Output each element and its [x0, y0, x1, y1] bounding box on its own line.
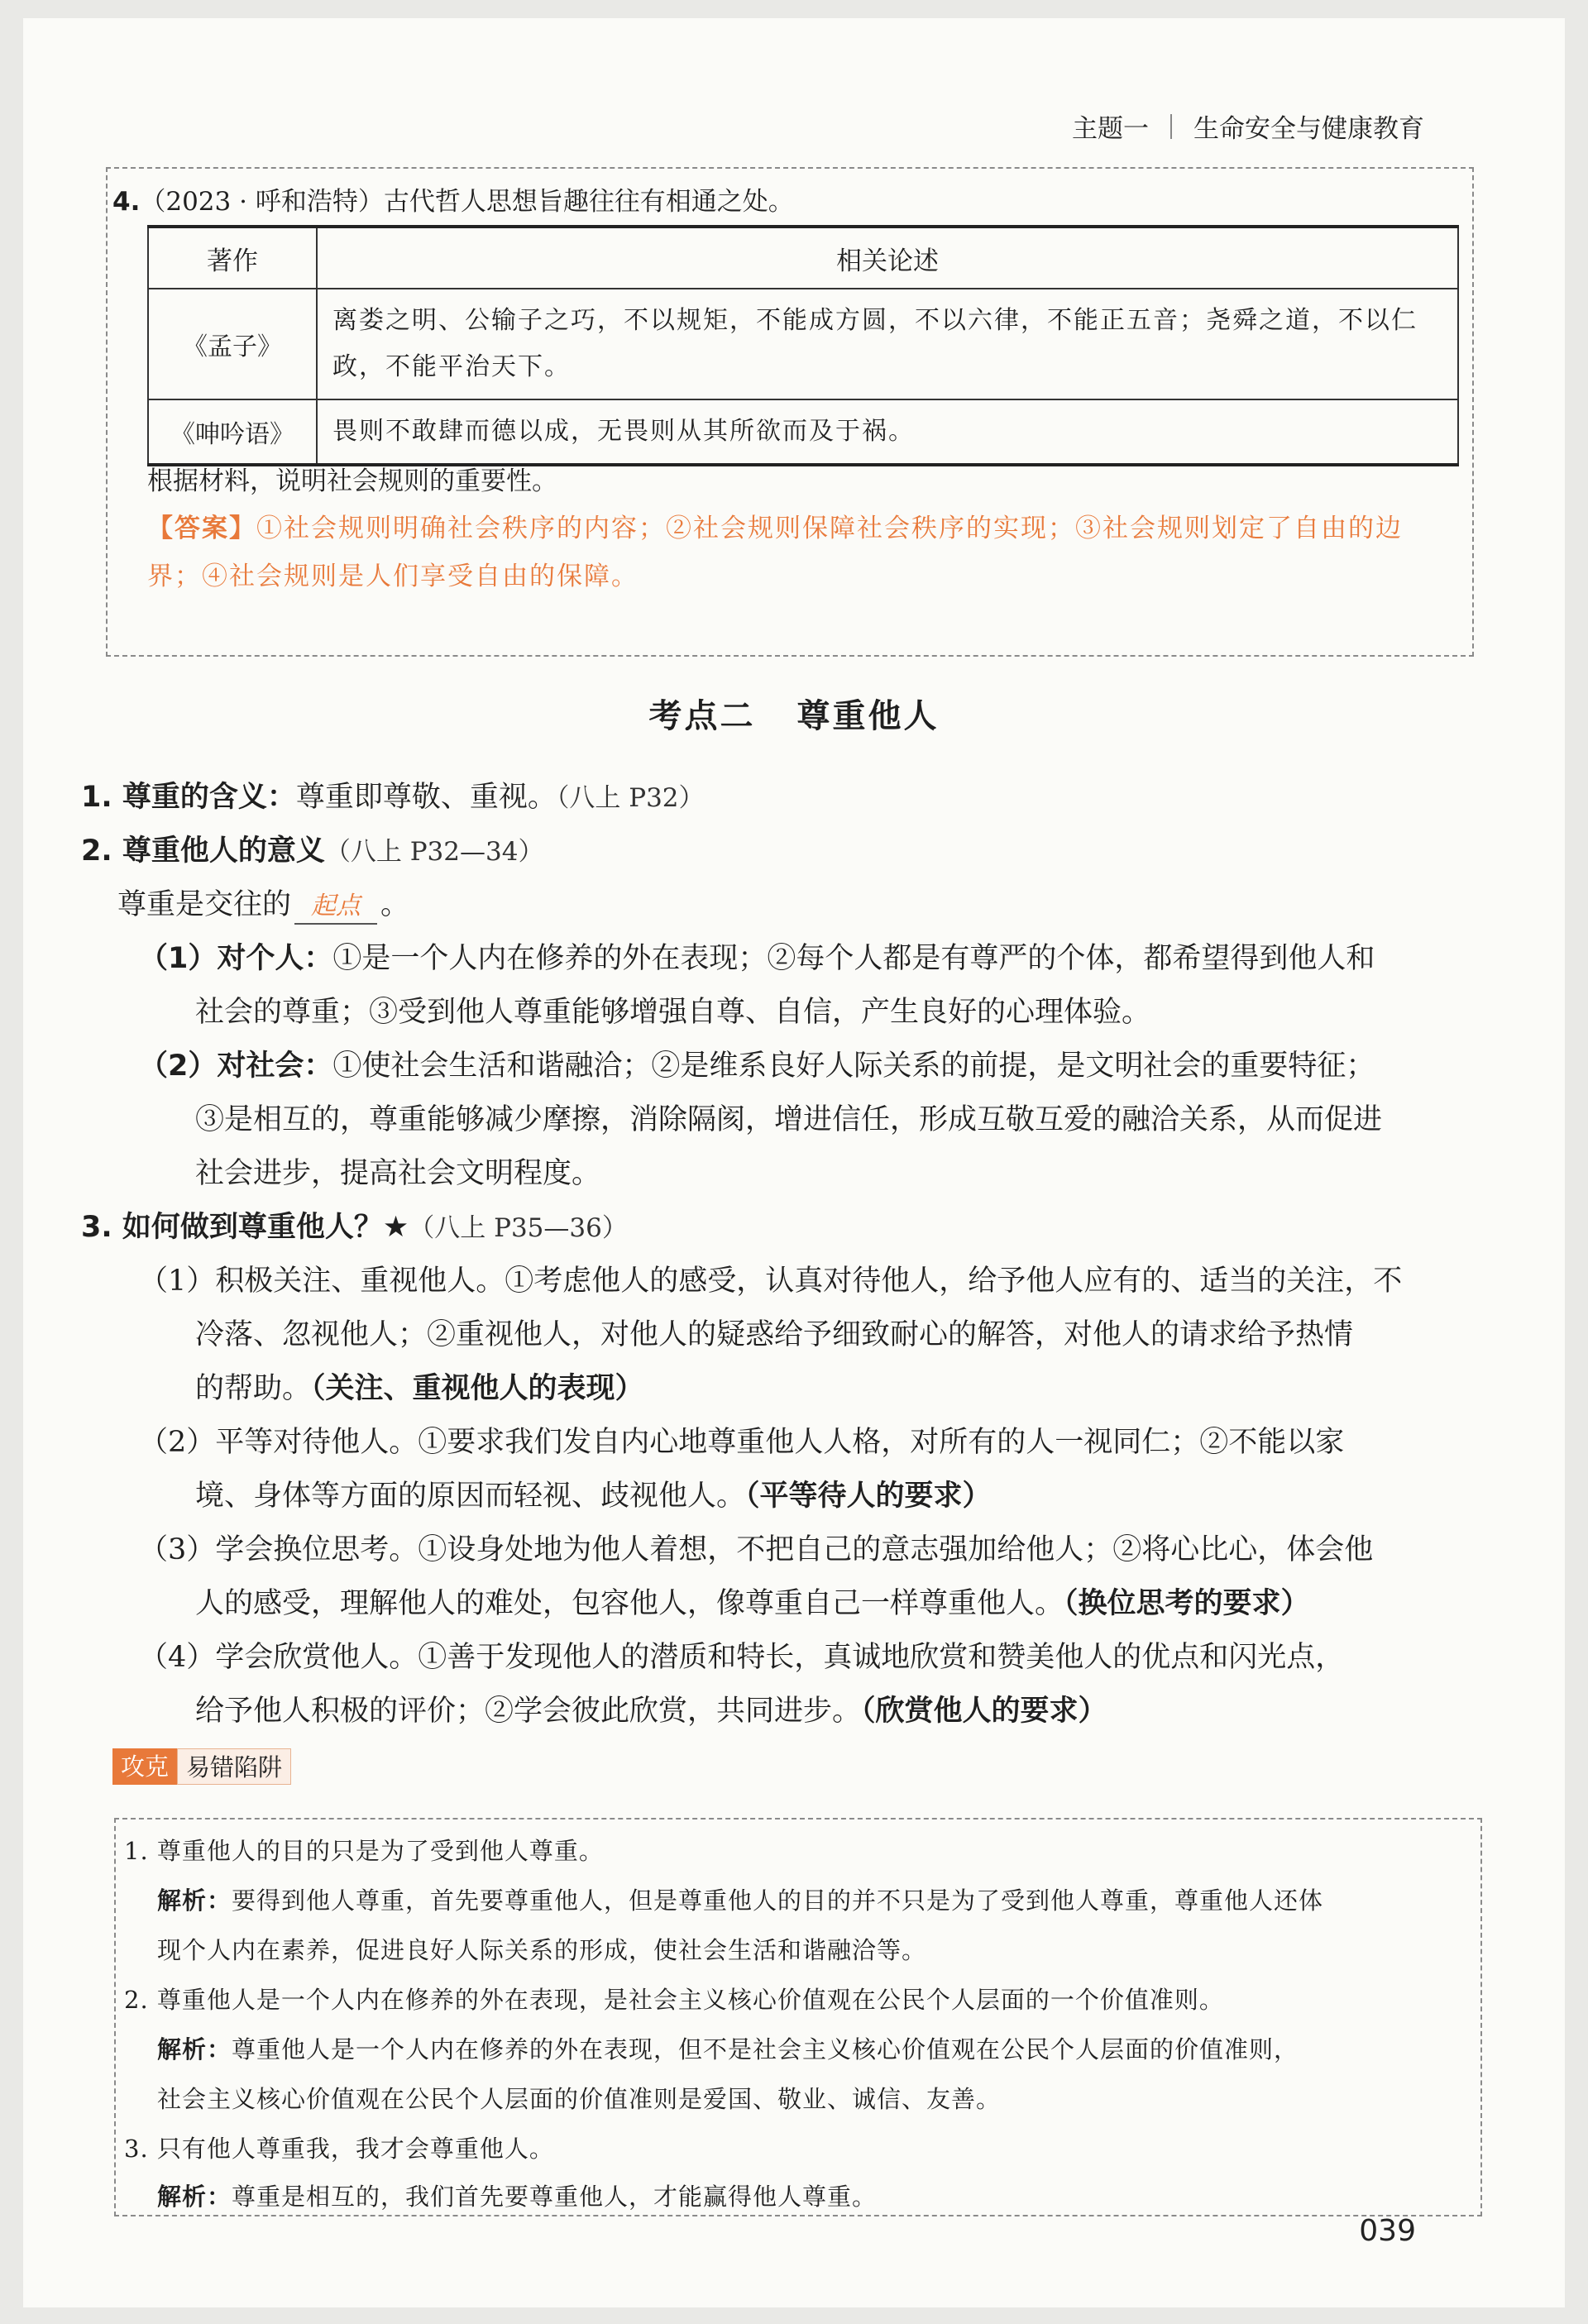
- trap-statement: 2. 尊重他人是一个人内在修养的外在表现，是社会主义核心价值观在公民个人层面的一个价值准则。: [124, 1986, 1224, 2014]
- table-cell-text: 畏则不敢肆而德以成，无畏则从其所欲而及于祸。: [317, 399, 1458, 465]
- content-line: （2）对社会：①使社会生活和谐融洽；②是维系良好人际关系的前提，是文明社会的重要特征；: [139, 1050, 1375, 1083]
- table-row: [148, 289, 1458, 399]
- trap-analysis: 解析：要得到他人尊重，首先要尊重他人，但是尊重他人的目的并不只是为了受到他人尊重，尊重他人还体: [157, 1886, 1324, 1915]
- content-line: 的帮助。（关注、重视他人的表现）: [195, 1372, 644, 1405]
- section-label: 考点二: [648, 697, 756, 735]
- section-heading: 尊重他人: [796, 697, 940, 735]
- header-title: 生命安全与健康教育: [1193, 114, 1424, 144]
- content-line: 3. 如何做到尊重他人？★（八上 P35—36）: [81, 1211, 628, 1244]
- trap-analysis: 现个人内在素养，促进良好人际关系的形成，使社会生活和谐融洽等。: [157, 1936, 927, 1964]
- content-line: （3）学会换位思考。①设身处地为他人着想，不把自己的意志强加给他人；②将心比心，体会他: [139, 1533, 1374, 1566]
- content-line: 人的感受，理解他人的难处，包容他人，像尊重自己一样尊重他人。（换位思考的要求）: [195, 1587, 1310, 1620]
- answer-tag: 【答案】: [147, 514, 256, 543]
- content-line: 冷落、忽视他人；②重视他人，对他人的疑惑给予细致耐心的解答，对他人的请求给予热情: [195, 1318, 1354, 1351]
- content-line: 社会进步，提高社会文明程度。: [195, 1157, 601, 1190]
- question-4-box: [106, 167, 1474, 657]
- header-theme: 主题一: [1072, 114, 1149, 144]
- page-number: 039: [1359, 2214, 1416, 2248]
- table-row: [148, 399, 1458, 465]
- badge-label: 易错陷阱: [177, 1748, 291, 1785]
- header-divider: [1170, 114, 1172, 139]
- content-line: 境、身体等方面的原因而轻视、歧视他人。（平等待人的要求）: [195, 1480, 992, 1513]
- main-content: [81, 771, 1487, 1738]
- table-cell-text: 离娄之明、公输子之巧，不以规矩，不能成方圆，不以六律，不能正五音；尧舜之道，不以仁 政，不能平治天下。: [317, 289, 1458, 399]
- trap-analysis: 社会主义核心价值观在公民个人层面的价值准则是爱国、敬业、诚信、友善。: [157, 2085, 1002, 2113]
- answer-block: [147, 504, 1462, 600]
- table-cell-work: 《呻吟语》: [148, 399, 317, 465]
- trap-statement: 1. 尊重他人的目的只是为了受到他人尊重。: [124, 1837, 604, 1865]
- section-title: [23, 690, 1565, 737]
- trap-analysis: 解析：尊重是相互的，我们首先要尊重他人，才能赢得他人尊重。: [157, 2183, 878, 2211]
- badge-tag: 攻克: [112, 1748, 177, 1785]
- content-line: （1）积极关注、重视他人。①考虑他人的感受，认真对待他人，给予他人应有的、适当的关注，不: [139, 1265, 1403, 1298]
- fill-in-blank: 起点: [294, 890, 377, 925]
- table-header-work: 著作: [148, 227, 317, 289]
- works-table: [147, 225, 1459, 466]
- trap-statement: 3. 只有他人尊重我，我才会尊重他人。: [124, 2135, 554, 2163]
- content-line: 给予他人积极的评价；②学会彼此欣赏，共同进步。（欣赏他人的要求）: [195, 1695, 1107, 1728]
- question-number: 4.: [112, 187, 141, 217]
- page: [23, 18, 1565, 2307]
- content-line: 1. 尊重的含义：尊重即尊敬、重视。（八上 P32）: [81, 781, 705, 814]
- page-header: [1072, 108, 1424, 145]
- table-cell-work: 《孟子》: [148, 289, 317, 399]
- content-line: 尊重是交往的 起点 。: [81, 878, 1487, 932]
- content-line: 社会的尊重；③受到他人尊重能够增强自尊、自信，产生良好的心理体验。: [195, 996, 1151, 1029]
- content-line: 2. 尊重他人的意义（八上 P32—34）: [81, 834, 544, 868]
- table-header-discussion: 相关论述: [317, 227, 1458, 289]
- star-icon: ★: [382, 1211, 409, 1244]
- answer-line: ①社会规则明确社会秩序的内容；②社会规则保障社会秩序的实现；③社会规则划定了自由的边: [256, 514, 1403, 543]
- common-mistakes-badge: [112, 1748, 291, 1785]
- content-line: （1）对个人：①是一个人内在修养的外在表现；②每个人都是有尊严的个体，都希望得到他人和: [139, 942, 1375, 975]
- common-mistakes-box: [114, 1818, 1482, 2216]
- answer-line: 界；④社会规则是人们享受自由的保障。: [147, 562, 639, 591]
- content-line: ③是相互的，尊重能够减少摩擦，消除隔阂，增进信任，形成互敬互爱的融洽关系，从而促进: [195, 1103, 1383, 1136]
- trap-analysis: 解析：尊重他人是一个人内在修养的外在表现，但不是社会主义核心价值观在公民个人层面的价值准则，: [157, 2035, 1299, 2063]
- content-line: （4）学会欣赏他人。①善于发现他人的潜质和特长，真诚地欣赏和赞美他人的优点和闪光点，: [139, 1641, 1345, 1674]
- question-stem-text: （2023 · 呼和浩特）古代哲人思想旨趣往往有相通之处。: [140, 187, 794, 217]
- content-line: （2）平等对待他人。①要求我们发自内心地尊重他人人格，对所有的人一视同仁；②不能以家: [139, 1426, 1345, 1459]
- question-prompt: 根据材料，说明社会规则的重要性。: [147, 466, 557, 496]
- question-4-stem: [112, 180, 794, 218]
